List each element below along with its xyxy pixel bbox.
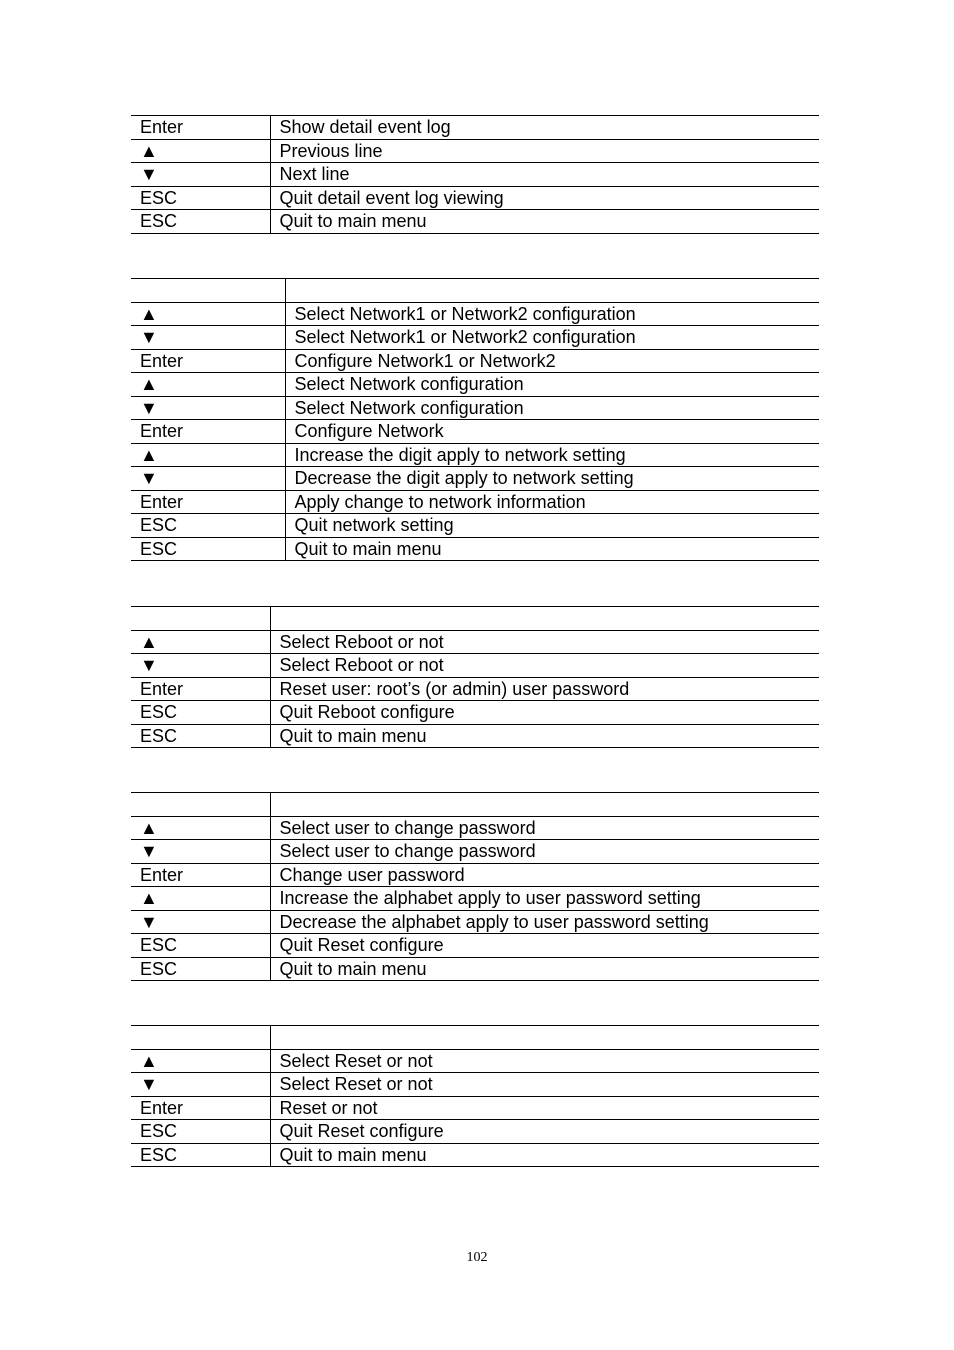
table-row [131,934,819,958]
key-cell: ▼ [131,326,285,350]
description-cell: Decrease the digit apply to network setting [285,467,819,491]
description-cell: Select user to change password [270,840,819,864]
description-cell: Select user to change password [270,816,819,840]
key-cell: ESC [131,1143,270,1167]
table-row [131,326,819,350]
key-cell: ▲ [131,139,270,163]
description-cell: Configure Network1 or Network2 [285,349,819,373]
key-cell: ▼ [131,910,270,934]
header-desc-cell [270,793,819,817]
header-desc-cell [285,279,819,303]
header-key-cell [131,1026,270,1050]
table-row [131,349,819,373]
key-cell: ▼ [131,163,270,187]
description-cell: Quit Reset configure [270,934,819,958]
key-cell: ▲ [131,1049,270,1073]
table-header-row [131,279,819,303]
table-row [131,163,819,187]
description-cell: Quit to main menu [270,210,819,234]
table-row [131,210,819,234]
table-row [131,863,819,887]
key-cell: ESC [131,1120,270,1144]
description-cell: Select Reset or not [270,1073,819,1097]
key-cell: ▼ [131,467,285,491]
table-row [131,490,819,514]
key-cell: Enter [131,490,285,514]
network-setting-keys-table [131,278,819,561]
user-password-keys-table [131,792,819,981]
table-row [131,116,819,140]
table-row [131,910,819,934]
table-row [131,654,819,678]
description-cell: Quit to main menu [285,537,819,561]
key-cell: Enter [131,349,285,373]
table-row [131,957,819,981]
description-cell: Increase the alphabet apply to user password setting [270,887,819,911]
table-row [131,677,819,701]
table-row [131,302,819,326]
table-row [131,1143,819,1167]
key-cell: ▲ [131,302,285,326]
description-cell: Reset user: root’s (or admin) user password [270,677,819,701]
event-log-keys-table [131,115,819,234]
key-cell: Enter [131,116,270,140]
page-number: 102 [466,1250,488,1265]
key-cell: ESC [131,514,285,538]
key-cell: ▲ [131,887,270,911]
description-cell: Reset or not [270,1096,819,1120]
description-cell: Select Reboot or not [270,654,819,678]
table-row [131,186,819,210]
table-row [131,701,819,725]
description-cell: Quit to main menu [270,957,819,981]
description-cell: Select Network1 or Network2 configuration [285,326,819,350]
reboot-keys-table [131,606,819,748]
description-cell: Select Reset or not [270,1049,819,1073]
table-row [131,1049,819,1073]
table-row [131,1120,819,1144]
table-row [131,373,819,397]
description-cell: Decrease the alphabet apply to user password setting [270,910,819,934]
key-cell: ▲ [131,443,285,467]
header-desc-cell [270,1026,819,1050]
key-cell: ▲ [131,816,270,840]
table-row [131,1073,819,1097]
key-cell: Enter [131,863,270,887]
description-cell: Show detail event log [270,116,819,140]
header-key-cell [131,607,270,631]
header-key-cell [131,279,285,303]
header-key-cell [131,793,270,817]
key-cell: Enter [131,677,270,701]
table-header-row [131,607,819,631]
key-cell: ▼ [131,840,270,864]
table-row [131,467,819,491]
table-row [131,887,819,911]
key-cell: ESC [131,957,270,981]
description-cell: Previous line [270,139,819,163]
description-cell: Change user password [270,863,819,887]
table-row [131,514,819,538]
description-cell: Apply change to network information [285,490,819,514]
key-cell: ▲ [131,373,285,397]
key-cell: ESC [131,724,270,748]
description-cell: Configure Network [285,420,819,444]
key-cell: ESC [131,537,285,561]
table-header-row [131,1026,819,1050]
table-row [131,443,819,467]
key-cell: ESC [131,701,270,725]
table-header-row [131,793,819,817]
key-cell: ▲ [131,630,270,654]
key-cell: Enter [131,1096,270,1120]
table-row [131,840,819,864]
key-cell: ▼ [131,396,285,420]
key-cell: Enter [131,420,285,444]
description-cell: Select Reboot or not [270,630,819,654]
key-cell: ESC [131,210,270,234]
table-row [131,724,819,748]
header-desc-cell [270,607,819,631]
description-cell: Quit detail event log viewing [270,186,819,210]
description-cell: Increase the digit apply to network setting [285,443,819,467]
table-row [131,396,819,420]
description-cell: Quit Reboot configure [270,701,819,725]
table-row [131,537,819,561]
table-row [131,420,819,444]
description-cell: Quit to main menu [270,724,819,748]
description-cell: Select Network configuration [285,373,819,397]
description-cell: Next line [270,163,819,187]
description-cell: Select Network configuration [285,396,819,420]
key-cell: ▼ [131,1073,270,1097]
table-row [131,1096,819,1120]
key-cell: ESC [131,186,270,210]
table-row [131,816,819,840]
description-cell: Quit Reset configure [270,1120,819,1144]
description-cell: Quit to main menu [270,1143,819,1167]
description-cell: Quit network setting [285,514,819,538]
key-cell: ▼ [131,654,270,678]
key-cell: ESC [131,934,270,958]
table-row [131,139,819,163]
reset-keys-table [131,1025,819,1167]
description-cell: Select Network1 or Network2 configuration [285,302,819,326]
table-row [131,630,819,654]
